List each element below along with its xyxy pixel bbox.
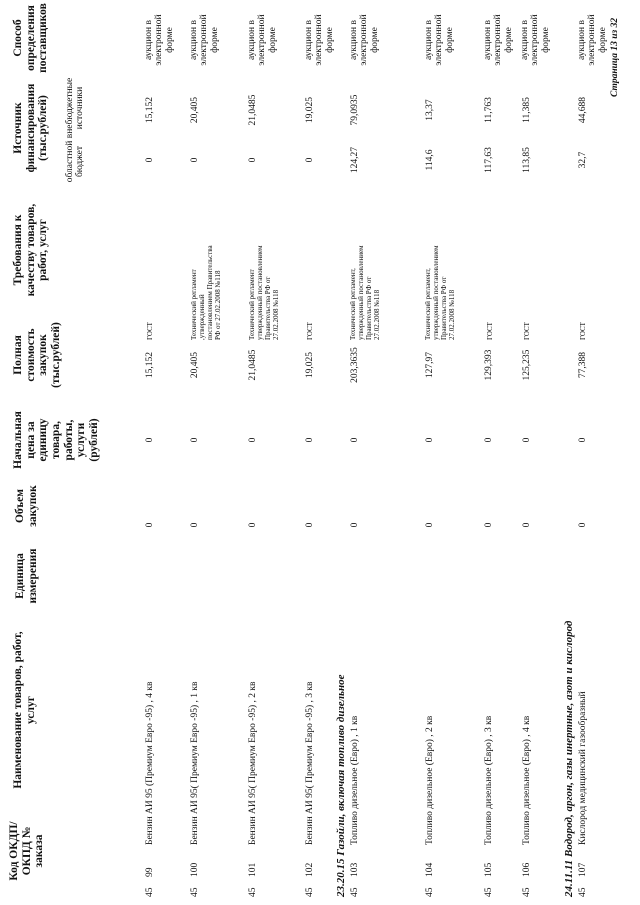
row-extra: 15,152 [145,96,155,124]
header-funding-extra: внебюджетные источники [65,77,86,139]
row-number: 101 [248,862,258,877]
header-code: Код ОКДП/ ОКПД № заказа [8,821,46,881]
row-regional: 0 [145,157,155,163]
section-heading: 24.11.11 Водород, аргон, газы инертные, азот и кислород [563,620,575,897]
row-price: 0 [484,437,494,443]
row-number: 105 [484,862,494,877]
row-code: 45 [305,887,315,897]
row-regional: 0 [190,157,200,163]
row-number: 102 [305,862,315,877]
row-requirements: Технический регламент ,утвержденный постановлением Правительства РФ от 27.02.2008 №118 [190,245,223,340]
row-volume: 0 [145,522,155,528]
row-name: Топливо дизельное (Евро) , 4 кв [522,715,532,845]
row-volume: 0 [305,522,315,528]
row-extra: 13,37 [425,99,435,121]
row-requirements: ГОСТ [306,322,314,340]
row-method: аукцион в электронной форме [424,14,455,66]
row-method: аукцион в электронной форме [577,14,608,66]
row-number: 104 [425,862,435,877]
row-regional: 32,7 [578,151,588,169]
row-name: Топливо дизельное (Евро) , 2 кв [425,715,435,845]
row-number: 103 [350,862,360,877]
row-cost: 15,152 [145,351,155,379]
row-cost: 125,235 [522,349,532,381]
row-code: 45 [248,887,258,897]
row-cost: 127,97 [425,351,435,379]
row-price: 0 [305,437,315,443]
row-name: Бензин АИ 95( Премиум Евро -95) , 2 кв [248,681,258,845]
row-volume: 0 [190,522,200,528]
row-extra: 20,405 [190,96,200,124]
row-code: 45 [190,887,200,897]
row-name: Топливо дизельное (Евро) , 3 кв [484,715,494,845]
page-number: Страница 13 из 32 [610,17,620,97]
row-code: 45 [145,887,155,897]
row-volume: 0 [484,522,494,528]
row-volume: 0 [522,522,532,528]
header-funding-regional: областной бюджет [65,140,86,183]
row-extra: 79,0935 [350,94,360,126]
row-method: аукцион в электронной форме [304,14,335,66]
row-extra: 19,025 [305,96,315,124]
row-requirements: Технический регламент утвержденный постановлением Правительства РФ от 27.02.2008 №118 [248,245,281,340]
row-code: 45 [350,887,360,897]
row-extra: 11,385 [522,97,532,123]
row-cost: 77,388 [578,351,588,379]
row-extra: 11,763 [484,97,494,123]
row-volume: 0 [350,522,360,528]
header-volume: Объем закупок [14,485,39,527]
row-requirements: Технический регламент, утвержденный постановлением Правительства РФ от 27.02.2008 №118 [424,245,457,340]
row-name: Топливо дизельное (Евро) , 1 кв [350,715,360,845]
row-regional: 113,85 [522,147,532,173]
row-requirements: ГОСТ [579,322,587,340]
row-code: 45 [578,887,588,897]
section-heading: 23.20.15 Газойли, включая топливо дизельное [335,674,347,897]
header-full-cost: Полная стоимость закупок (тыс.рублей) [12,322,62,388]
row-cost: 203,3635 [350,347,360,383]
header-unit: Единица измерения [14,548,39,604]
row-regional: 117,63 [484,147,494,173]
row-extra: 44,688 [578,96,588,124]
header-start-price: Начальная цена за единицу товара, работы, услуги (рублей) [12,411,100,469]
row-number: 100 [190,862,200,877]
row-number: 99 [145,867,155,877]
row-method: аукцион в электронной форме [520,14,551,66]
row-requirements: ГОСТ [486,322,494,340]
row-volume: 0 [578,522,588,528]
row-volume: 0 [425,522,435,528]
header-funding: Источник финансирования (тыс.рублей) [12,83,50,173]
row-code: 45 [425,887,435,897]
row-number: 106 [522,862,532,877]
row-method: аукцион в электронной форме [189,14,220,66]
row-price: 0 [425,437,435,443]
row-price: 0 [578,437,588,443]
row-regional: 0 [305,157,315,163]
row-name: Бензин АИ 95 (Премиум Евро -95) , 4 кв [145,681,155,845]
row-requirements: ГОСТ [146,322,154,340]
row-price: 0 [145,437,155,443]
row-cost: 129,393 [484,349,494,381]
row-method: аукцион в электронной форме [349,14,380,66]
row-extra: 21,0485 [248,94,258,126]
row-method: аукцион в электронной форме [247,14,278,66]
header-method: Способ определения поставщиков [12,3,50,73]
row-code: 45 [484,887,494,897]
row-method: аукцион в электронной форме [483,14,514,66]
row-name: Бензин АИ 95( Премиум Евро -95) , 1 кв [190,681,200,845]
row-name: Бензин АИ 95( Премиум Евро -95) , 3 кв [305,681,315,845]
row-code: 45 [522,887,532,897]
header-requirements: Требования к качеству товаров, работ, услуг [12,203,50,297]
row-regional: 114,6 [425,149,435,171]
row-regional: 0 [248,157,258,163]
row-regional: 124,27 [350,146,360,174]
row-price: 0 [190,437,200,443]
row-method: аукцион в электронной форме [144,14,175,66]
header-name: Наименование товаров, работ, услуг [12,631,37,789]
row-price: 0 [350,437,360,443]
row-price: 0 [248,437,258,443]
row-price: 0 [522,437,532,443]
row-cost: 21,0485 [248,349,258,381]
row-cost: 19,025 [305,351,315,379]
row-requirements: Технический регламент, утвержденный постановлением Правительства РФ от 27.02.2008 №118 [349,245,382,340]
row-number: 107 [578,862,588,877]
row-name: Кислород медицинский газообразный [578,691,588,845]
row-requirements: ГОСТ [523,322,531,340]
row-cost: 20,405 [190,351,200,379]
row-volume: 0 [248,522,258,528]
